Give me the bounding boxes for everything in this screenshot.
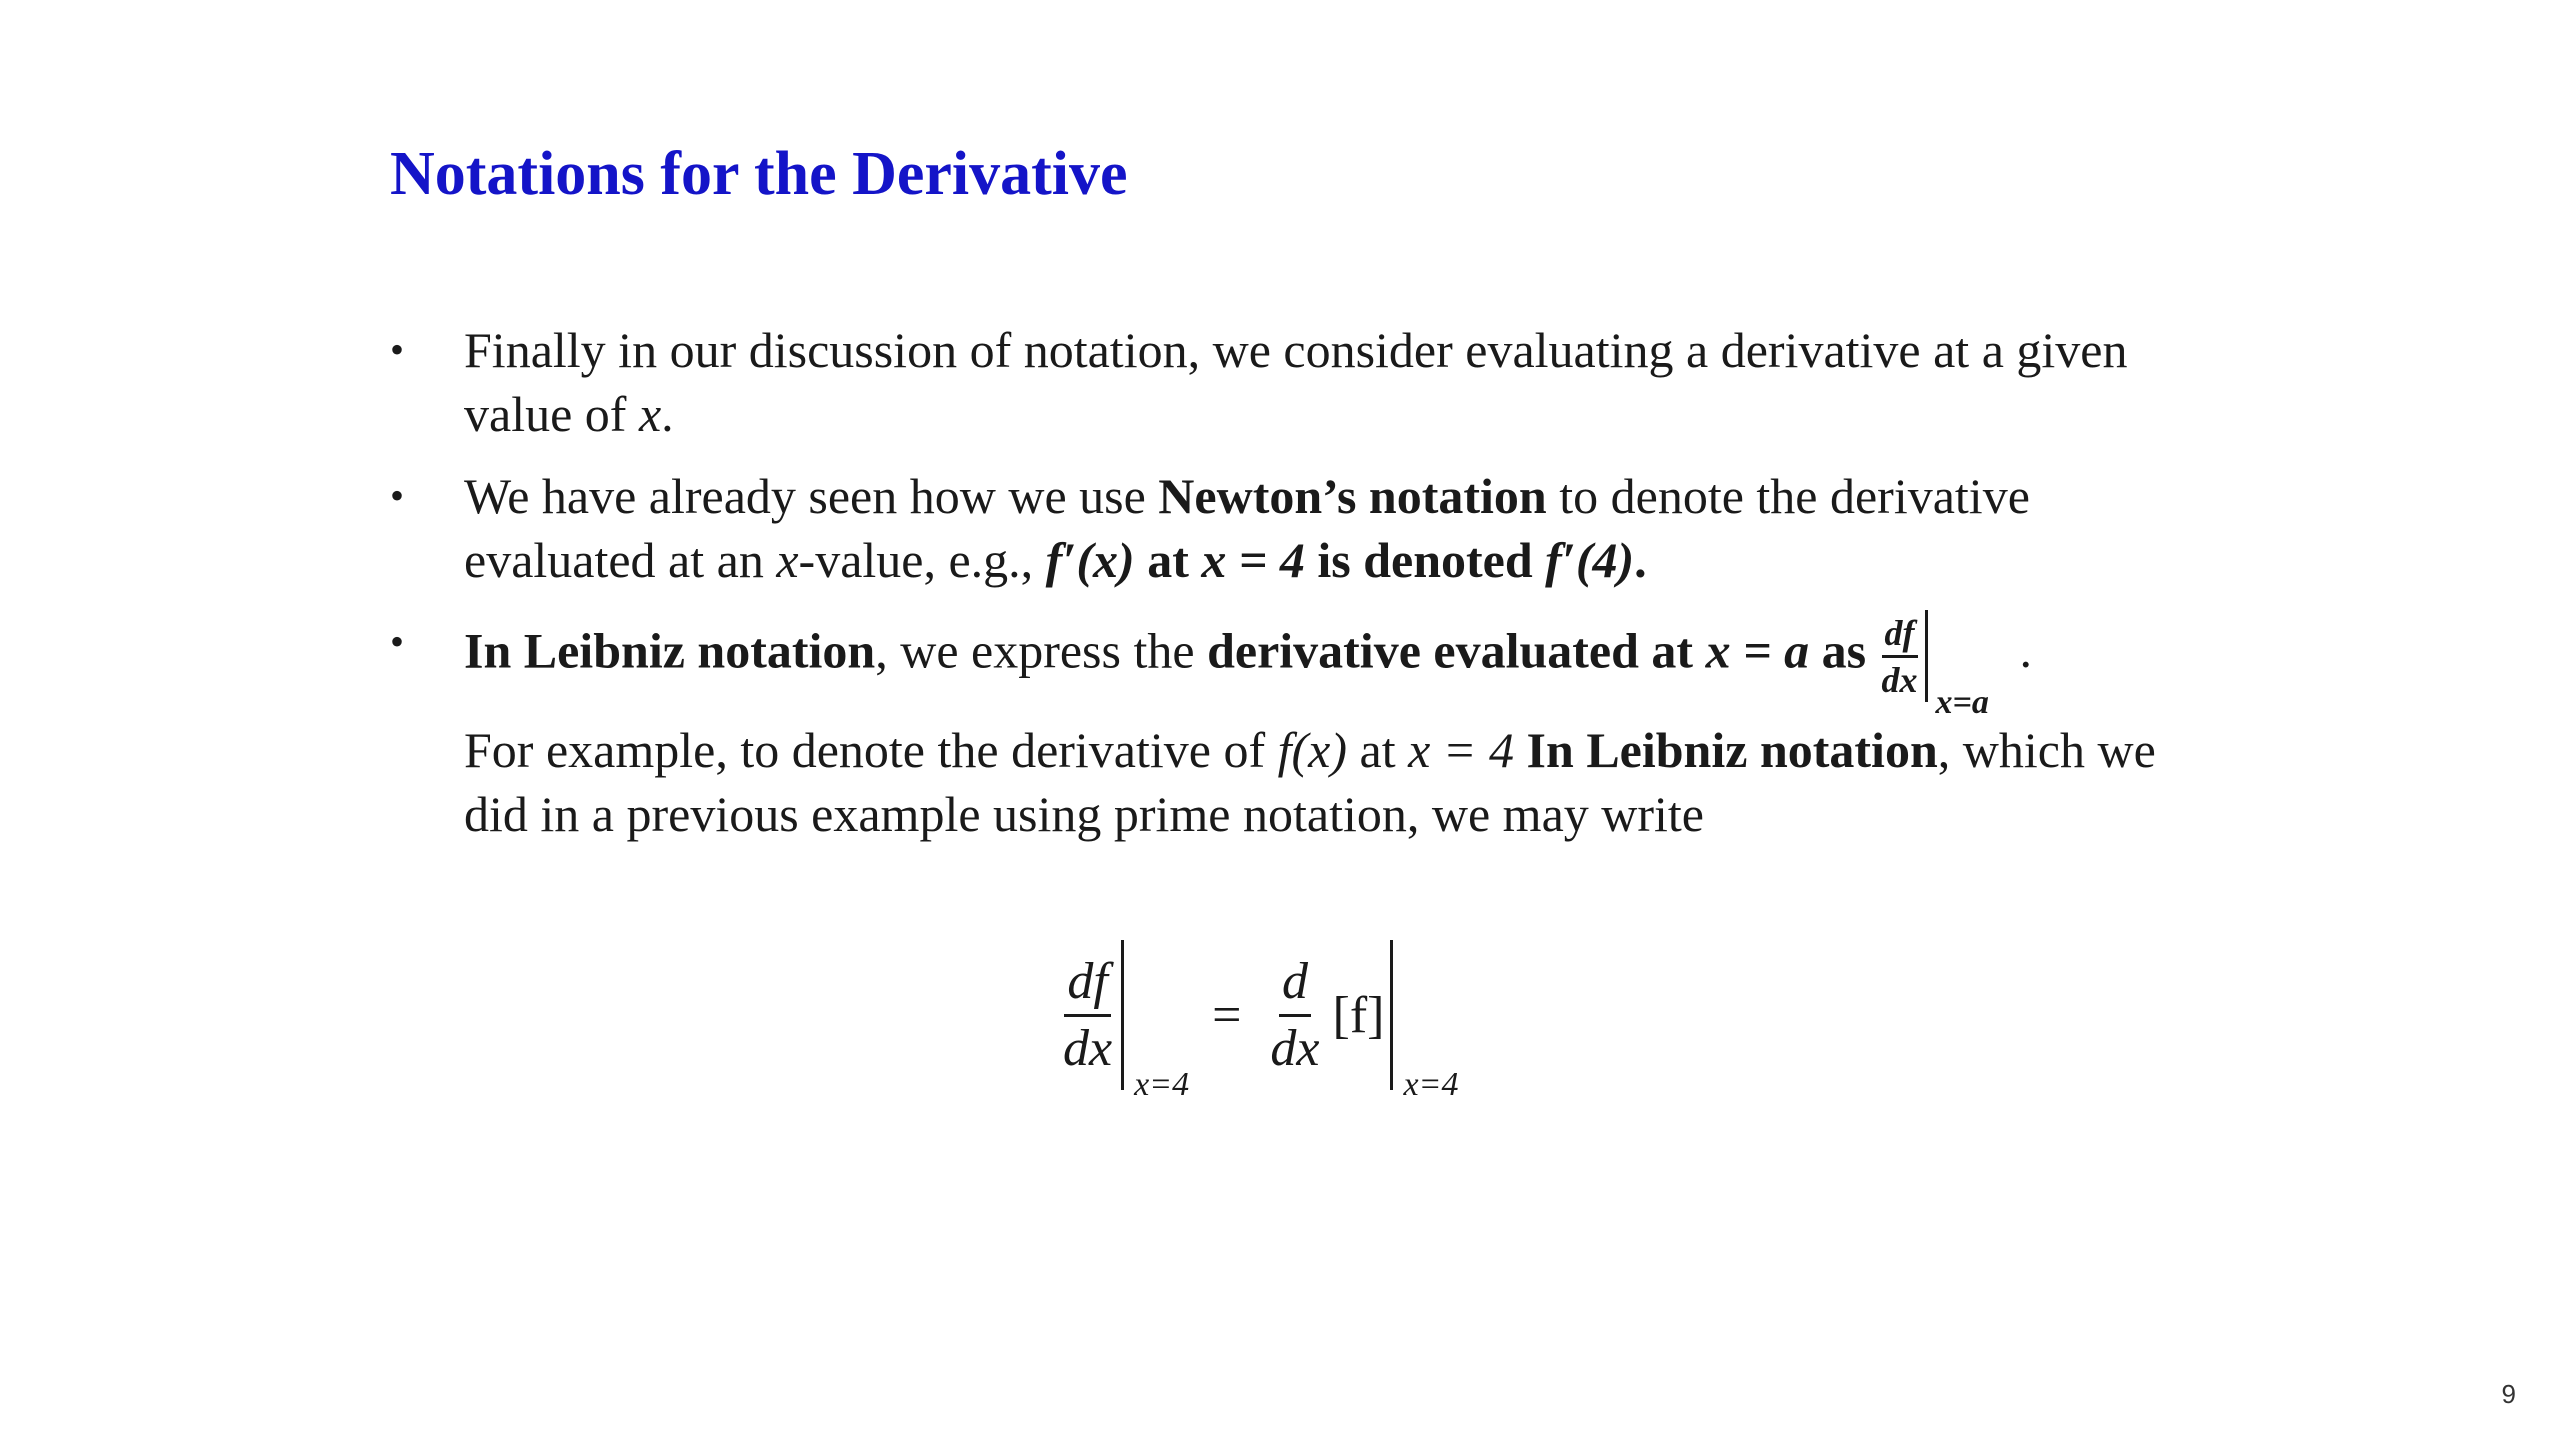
fraction-numerator: df xyxy=(1882,615,1918,658)
newton-notation-term: Newton’s notation xyxy=(1158,468,1547,524)
leibniz-notation-term-2: In Leibniz notation xyxy=(1526,722,1938,778)
bullet-3-continuation xyxy=(464,718,2210,846)
inline-fraction-df-dx xyxy=(1879,612,1921,700)
page-number: 9 xyxy=(2501,1379,2516,1409)
bullet-dot: • xyxy=(390,327,405,372)
bullet-1-end: . xyxy=(661,386,674,442)
bullet-2-text-c: -value, e.g., xyxy=(798,532,1046,588)
bullet-dot: • xyxy=(390,619,405,664)
bullet-3-bold-derivative: derivative evaluated at xyxy=(1207,622,1706,679)
math-f-prime-x: f′(x) xyxy=(1045,532,1135,588)
math-f-of-x: f(x) xyxy=(1277,722,1348,778)
bullet-3-text-a: , we express the xyxy=(875,622,1208,679)
equals-sign: = xyxy=(1212,986,1242,1044)
lhs-subscript: x=4 xyxy=(1134,1066,1190,1103)
slide-title: Notations for the Derivative xyxy=(390,140,1128,208)
rhs-fraction xyxy=(1267,952,1322,1077)
bullet-item-1 xyxy=(390,318,2210,446)
rhs-subscript: x=4 xyxy=(1403,1066,1459,1103)
bullet-item-2 xyxy=(390,464,2210,592)
leibniz-notation-term: In Leibniz notation xyxy=(464,622,876,679)
continuation-text-b: at xyxy=(1347,722,1409,778)
continuation-space xyxy=(1514,722,1527,778)
lhs-evaluation-bar xyxy=(1121,940,1190,1103)
math-x-equals-a: x = a xyxy=(1705,622,1810,679)
continuation-text-a: For example, to denote the derivative of xyxy=(464,722,1278,778)
rhs-denominator: dx xyxy=(1270,1019,1320,1077)
rhs-evaluation-bar xyxy=(1390,940,1459,1103)
bullet-list xyxy=(390,318,2210,864)
bullet-dot: • xyxy=(390,473,405,518)
rhs-argument: [f] xyxy=(1332,986,1385,1044)
lhs-fraction xyxy=(1060,952,1115,1077)
evaluation-subscript: x=a xyxy=(1935,684,1989,721)
math-f-prime-4: f′(4) xyxy=(1545,532,1635,588)
lhs-denominator: dx xyxy=(1063,1019,1113,1077)
display-equation xyxy=(1060,935,1459,1103)
bullet-2-text-b: to denote the derivative evaluated at an xyxy=(464,468,2030,588)
bullet-3-bold-as: as xyxy=(1809,622,1879,679)
math-x-equals-4: x = 4 xyxy=(1201,532,1305,588)
rhs-numerator: d xyxy=(1279,956,1311,1017)
bullet-2-bold-at: at xyxy=(1134,532,1202,588)
bullet-3-end: . xyxy=(2019,622,2033,679)
bullet-item-3 xyxy=(390,610,2210,846)
math-x: x xyxy=(638,386,662,442)
bullet-2-text-a: We have already seen how we use xyxy=(464,468,1159,524)
bullet-2-bold-denoted: is denoted xyxy=(1304,532,1546,588)
evaluation-bar xyxy=(1925,610,1989,721)
lhs-numerator: df xyxy=(1064,956,1110,1017)
fraction-denominator: dx xyxy=(1881,659,1918,700)
bullet-1-text: Finally in our discussion of notation, we consider evaluating a derivative at a given value of xyxy=(464,322,2128,442)
math-x-equals-4: x = 4 xyxy=(1408,722,1515,778)
continuation-text-c: , which we did in a previous example using prime notation, we may write xyxy=(464,722,2156,842)
bullet-2-end: . xyxy=(1634,532,1647,588)
math-x: x xyxy=(776,532,799,588)
